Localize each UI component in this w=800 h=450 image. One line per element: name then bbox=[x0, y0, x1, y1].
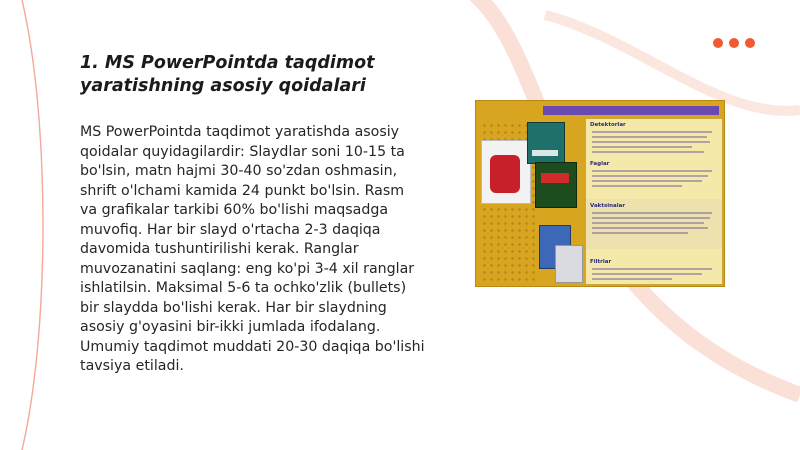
dot-icon bbox=[713, 38, 723, 48]
product-box-green bbox=[535, 162, 577, 208]
slide-title: 1. MS PowerPointda taqdimot yaratishning asosiy qoidalari bbox=[80, 53, 375, 96]
panel-label: Filtrlar bbox=[590, 259, 612, 265]
antivirus-software-image bbox=[475, 100, 725, 287]
product-box-nod32 bbox=[527, 122, 565, 164]
dot-icon bbox=[745, 38, 755, 48]
text-panel bbox=[585, 118, 723, 285]
panel-label: Vaktsinalar bbox=[590, 203, 626, 209]
product-box-grey bbox=[555, 245, 583, 283]
dot-icon bbox=[729, 38, 739, 48]
image-banner bbox=[543, 106, 719, 115]
slide-body-text: MS PowerPointda taqdimot yaratishda asosiy qoidalar quyidagilardir: Slaydlar soni 10-15 ta bo'lsin, matn hajmi 30-40 so'zdan oshmasin, shrift o'lchami kamida 24 punkt bo'lsin. Rasm va grafikalar tarkibi 60% bo'lishi maqsadga muvofiq. Har bir slayd o'rtacha 2-3 daqiqa davomida tushuntirilishi kerak. Ranglar muvozanatini saqlang: eng ko'pi 3-4 xil ranglar ishlatilsin. Maksimal 5-6 ta ochko'zlik (bullets) bir slaydda bo'lishi kerak. Har bir slaydning asosiy g'oyasini bir-ikki jumlada ifodalang. Umumiy taqdimot muddati 20-30 daqiqa bo'lishi tavsiya etiladi. bbox=[80, 124, 425, 374]
left-arc bbox=[22, 0, 43, 450]
decorative-dots bbox=[713, 38, 755, 48]
right-arc-inner bbox=[545, 15, 800, 111]
panel-label: Faglar bbox=[590, 161, 610, 167]
panel-label: Detektorlar bbox=[590, 122, 626, 128]
product-box-red bbox=[481, 140, 531, 204]
